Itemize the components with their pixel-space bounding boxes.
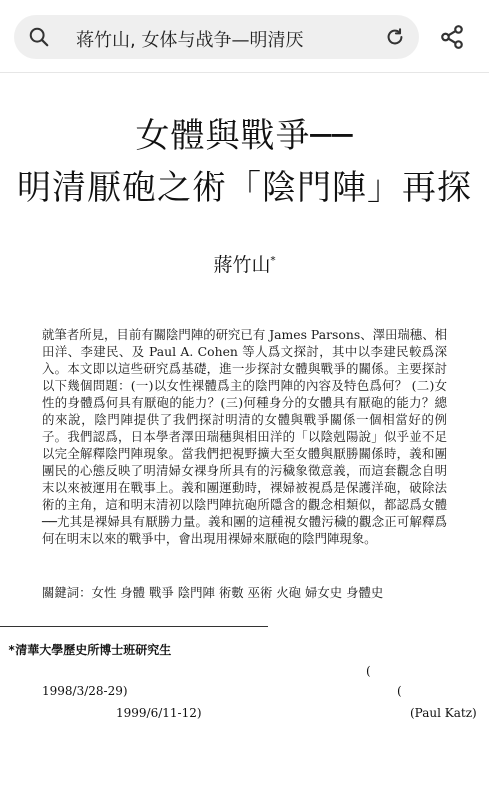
footnote-fragment: (Paul Katz) xyxy=(410,706,477,720)
paper-author xyxy=(0,250,489,277)
footnote-fragment: 1999/6/11-12) xyxy=(116,706,202,720)
keywords-line: 關鍵詞：女性 身體 戰爭 陰門陣 術數 巫術 火砲 婦女史 身體史 xyxy=(42,585,384,600)
browser-top-bar xyxy=(0,0,489,73)
search-icon xyxy=(28,26,50,48)
footnote-divider xyxy=(0,626,268,627)
author-footnote: *清華大學歷史所博士班研究生 xyxy=(8,643,172,657)
abstract-text: 就筆者所見，目前有關陰門陣的研究已有 James Parsons、澤田瑞穗、相田洋、李建民、及 Paul A. Cohen 等人爲文探討，其中以李建民較爲深入。本文即以這些研究爲基礎，進一步探討女體與戰爭的關係。主要探討以下幾個問題：(一)以女性裸體爲主的陰門陣的內容及特色爲何？ (二)女性的身體爲何具有厭砲的能力？(三)何種身分的女體具有厭砲的能力？總的來說，陰門陣提供了我們探討明清的女體與戰爭關係一個相當好的例子。我們認爲，日本學者澤田瑞穗與相田洋的「以陰剋陽說」似乎並不足以完全解釋陰門陣現象。當我們把視野擴大至女體與厭勝關係時，義和團團民的心態反映了明清婦女裸身所具有的污穢象徵意義，而這套觀念自明末以來被運用在戰事上。義和團運動時，裸婦被視爲是保護洋砲，破除法術的主角，這和明末清初以陰門陣抗砲所隱含的觀念相類似，都認爲女體──尤其是裸婦具有厭勝力量。義和團的這種視女體污穢的觀念正可解釋爲何在明末以來的戰爭中，會出現用裸婦來厭砲的陰門陣現象。 xyxy=(42,327,447,546)
reload-icon[interactable] xyxy=(384,26,406,48)
paper-title-line-2: 明清厭砲之術「陰門陣」再探 xyxy=(17,168,472,208)
footnote-fragment: ( xyxy=(366,664,371,678)
author-name: 蔣竹山 xyxy=(213,254,271,276)
address-text[interactable]: 蒋竹山, 女体与战争—明清厌 xyxy=(76,30,304,50)
share-icon[interactable] xyxy=(439,24,465,50)
footnote-fragment: ( xyxy=(397,684,402,698)
author-footnote-mark: * xyxy=(270,255,276,267)
paper-title-line-1: 女體與戰爭── xyxy=(135,116,354,156)
address-bar[interactable] xyxy=(14,15,419,59)
footnote-fragment: 1998/3/28-29) xyxy=(42,684,128,698)
